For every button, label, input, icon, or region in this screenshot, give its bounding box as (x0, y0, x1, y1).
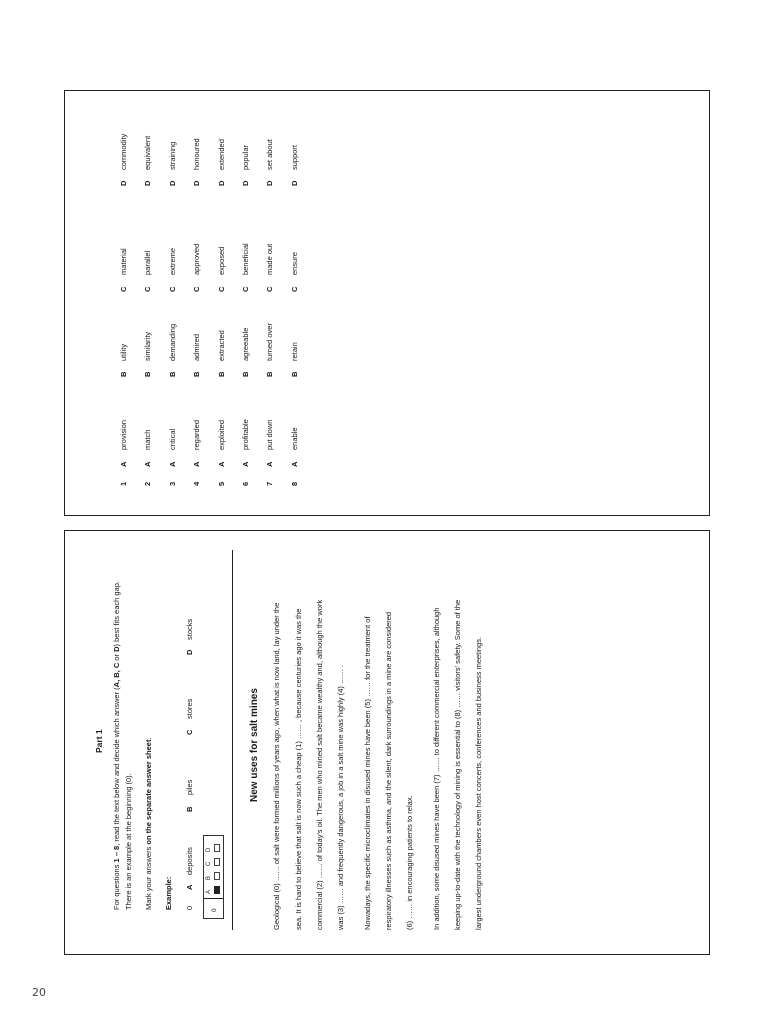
option-c-letter: C (192, 286, 201, 292)
option-b-text: utility (119, 343, 128, 361)
empty-answer-c (214, 858, 220, 866)
option-d-letter: D (265, 180, 274, 186)
instructions-line-1: For questions 1 – 8, read the text below and decide which answer (A, B, C or D) best fits each gap. (112, 581, 121, 910)
article-line: largest underground chambers even host concerts, conferences and business meetings. (474, 636, 483, 930)
option-d-text: equivalent (143, 135, 152, 170)
example-a-letter: A (185, 884, 194, 890)
question-number: 3 (168, 481, 177, 486)
instructions-line-2: There is an example at the beginning (0). (124, 773, 133, 910)
option-a-letter: A (241, 461, 250, 467)
example-number: 0 (185, 905, 194, 910)
option-d-text: support (290, 144, 299, 170)
option-a-text: exploited (217, 419, 226, 450)
grid-letter-d: D (206, 847, 212, 852)
filled-answer-a (214, 886, 220, 894)
question-number: 4 (192, 481, 201, 486)
option-a-text: match (143, 429, 152, 450)
option-b-letter: B (143, 371, 152, 377)
option-a-text: regarded (192, 419, 201, 450)
option-c-text: material (119, 248, 128, 275)
option-d-letter: D (168, 180, 177, 186)
grid-letter-a: A (206, 889, 212, 894)
option-b-letter: B (119, 371, 128, 377)
option-c-text: approved (192, 243, 201, 275)
option-b-letter: B (265, 371, 274, 377)
option-c-text: made out (265, 243, 274, 275)
option-a-letter: A (192, 461, 201, 467)
option-b-text: retain (290, 342, 299, 361)
option-b-text: turned over (265, 323, 274, 361)
option-a-letter: A (168, 461, 177, 467)
mark-answers-line: Mark your answers on the separate answer sheet. (144, 737, 153, 910)
empty-answer-d (214, 844, 220, 852)
option-d-letter: D (241, 180, 250, 186)
grid-letter-b: B (206, 875, 212, 880)
option-a-letter: A (265, 461, 274, 467)
article-line: respiratory illnesses such as asthma, and the silent, dark surroundings in a mine are considered (384, 611, 393, 930)
question-number: 6 (241, 481, 250, 486)
option-b-letter: B (168, 371, 177, 377)
option-a-text: critical (168, 428, 177, 450)
option-b-text: similarity (143, 331, 152, 361)
option-d-letter: D (217, 180, 226, 186)
question-number: 1 (119, 481, 128, 486)
option-c-text: beneficial (241, 243, 250, 275)
answer-options-panel (64, 90, 710, 516)
option-a-text: provision (119, 419, 128, 450)
option-b-text: admired (192, 333, 201, 361)
divider-line (232, 550, 233, 930)
article-line: Geological (0) …… of salt were formed millions of years ago, when what is now land, lay under the (272, 602, 281, 930)
option-a-letter: A (119, 461, 128, 467)
page-number: 20 (32, 986, 46, 999)
part-label: Part 1 (94, 729, 104, 753)
option-c-letter: C (290, 286, 299, 292)
option-c-letter: C (265, 286, 274, 292)
option-a-text: put down (265, 419, 274, 450)
article-line: In addition, some disused mines have been (7) …… to different commercial enterprises, although (432, 607, 441, 930)
option-d-letter: D (192, 180, 201, 186)
option-b-text: demanding (168, 323, 177, 361)
question-number: 8 (290, 481, 299, 486)
option-d-letter: D (119, 180, 128, 186)
empty-answer-b (214, 872, 220, 880)
grid-letter-c: C (206, 861, 212, 866)
option-c-text: parallel (143, 250, 152, 275)
option-b-letter: B (217, 371, 226, 377)
option-d-text: straining (168, 141, 177, 170)
option-a-letter: A (290, 461, 299, 467)
example-answer-grid (203, 835, 224, 919)
option-c-letter: C (168, 286, 177, 292)
grid-zero: 0 (211, 908, 218, 912)
article-title: New uses for salt mines (249, 688, 260, 802)
option-d-letter: D (290, 180, 299, 186)
option-c-letter: C (143, 286, 152, 292)
option-d-text: extended (217, 139, 226, 170)
example-b-letter: B (185, 806, 194, 812)
option-c-text: ensure (290, 252, 299, 275)
option-b-letter: B (192, 371, 201, 377)
option-c-letter: C (119, 286, 128, 292)
article-line: keeping up-to-date with the technology of mining is essential to (8) …… visitors' safety. Some of the (453, 599, 462, 930)
example-c-word: stores (185, 698, 194, 719)
option-a-text: profitable (241, 419, 250, 450)
option-b-letter: B (241, 371, 250, 377)
article-line: (6) …… in encouraging patients to relax. (405, 795, 414, 930)
article-line: commercial (2) …… of today's oil. The men who mined salt became wealthy and, although the work (315, 599, 324, 930)
question-number: 2 (143, 481, 152, 486)
example-a-word: deposits (185, 847, 194, 875)
option-d-letter: D (143, 180, 152, 186)
question-number: 7 (265, 481, 274, 486)
example-d-letter: D (185, 649, 194, 655)
question-number: 5 (217, 481, 226, 486)
example-d-word: stocks (185, 618, 194, 640)
article-line: sea. It is hard to believe that salt is now such a cheap (1) …… , because centuries ago it was the (294, 608, 303, 930)
article-line: was (3) …… and frequently dangerous, a job in a salt mine was highly (4) …… . (336, 664, 345, 930)
option-c-letter: C (241, 286, 250, 292)
example-label: Example: (164, 876, 173, 910)
example-c-letter: C (185, 729, 194, 735)
option-b-text: agreeable (241, 327, 250, 361)
option-a-text: enable (290, 427, 299, 450)
option-c-text: exposed (217, 246, 226, 275)
option-b-letter: B (290, 371, 299, 377)
option-a-letter: A (143, 461, 152, 467)
option-d-text: commodity (119, 133, 128, 170)
article-line: Nowadays, the specific microclimates in disused mines have been (5) …… for the treatment of (363, 616, 372, 930)
option-d-text: honoured (192, 138, 201, 170)
option-b-text: extracted (217, 330, 226, 361)
option-c-letter: C (217, 286, 226, 292)
option-d-text: popular (241, 144, 250, 170)
option-d-text: set about (265, 139, 274, 170)
example-b-word: piles (185, 779, 194, 795)
option-c-text: extreme (168, 247, 177, 275)
option-a-letter: A (217, 461, 226, 467)
